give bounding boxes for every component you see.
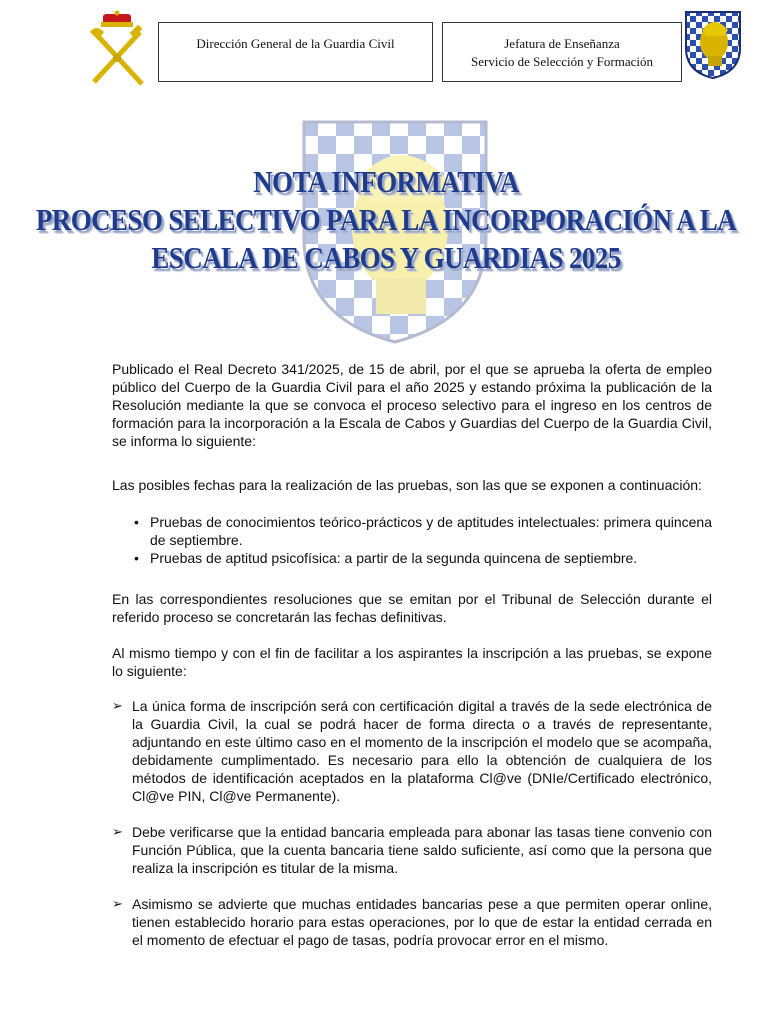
bullet-dot-icon: • bbox=[134, 514, 139, 530]
fechas-text: Las posibles fechas para la realización de las pruebas, son las que se exponen a continuación: bbox=[112, 477, 702, 493]
arrow-bullet-icon: ➢ bbox=[112, 824, 123, 839]
bullet-text: Pruebas de aptitud psicofísica: a partir de la segunda quincena de septiembre. bbox=[150, 550, 638, 566]
title-line-1: NOTA INFORMATIVA bbox=[253, 165, 519, 199]
bullet-dot-icon: • bbox=[134, 550, 139, 566]
paragraph-intro bbox=[112, 360, 712, 450]
arrow-item-text: Asimismo se advierte que muchas entidades bancarias pese a que permiten operar online, tienen establecido horario para estas operaciones, por lo que de estar la entidad cerrada en el momento de efectuar el pago de tasas, podría provocar error en el mismo. bbox=[132, 896, 712, 948]
bullet-list bbox=[112, 513, 712, 567]
checkered-shield-icon bbox=[684, 10, 742, 80]
list-item bbox=[112, 823, 712, 877]
list-item bbox=[112, 513, 712, 549]
paragraph-fechas bbox=[112, 476, 712, 494]
title-line-2: PROCESO SELECTIVO PARA LA INCORPORACIÓN A LA bbox=[35, 203, 737, 237]
list-item bbox=[112, 697, 712, 805]
paragraph-resoluciones bbox=[112, 590, 712, 626]
paragraph-al-mismo-tiempo bbox=[112, 644, 712, 680]
arrow-item-text: Debe verificarse que la entidad bancaria empleada para abonar las tasas tiene convenio con Función Pública, que la cuenta bancaria tiene saldo suficiente, así como que la persona que realiza la inscripción es titular de la misma. bbox=[132, 824, 712, 876]
header-box-direccion bbox=[158, 22, 433, 82]
bullet-text: Pruebas de conocimientos teórico-prácticos y de aptitudes intelectuales: primera quincena de septiembre. bbox=[150, 514, 712, 548]
header-direccion-text: Dirección General de la Guardia Civil bbox=[196, 36, 395, 51]
list-item bbox=[112, 895, 712, 949]
header-box-jefatura bbox=[442, 22, 682, 82]
al-mismo-tiempo-text: Al mismo tiempo y con el fin de facilitar a los aspirantes la inscripción a las pruebas, se expone lo siguiente: bbox=[112, 645, 712, 679]
title-line-3: ESCALA DE CABOS Y GUARDIAS 2025 bbox=[151, 241, 621, 275]
arrow-bullet-icon: ➢ bbox=[112, 896, 123, 911]
header-jefatura-text: Jefatura de Enseñanza bbox=[504, 36, 620, 51]
arrow-list bbox=[112, 697, 712, 967]
list-item bbox=[112, 549, 712, 567]
header-servicio-text: Servicio de Selección y Formación bbox=[471, 54, 653, 69]
resoluciones-text: En las correspondientes resoluciones que se emitan por el Tribunal de Selección durante el referido proceso se concretarán las fechas definitivas. bbox=[112, 591, 712, 625]
arrow-bullet-icon: ➢ bbox=[112, 698, 123, 713]
guardia-civil-emblem-icon bbox=[86, 10, 148, 88]
arrow-item-text: La única forma de inscripción será con certificación digital a través de la sede electrónica de la Guardia Civil, la cual se podrá hacer de forma directa o a través de representante, adjuntando en este último caso en el momento de la inscripción el modelo que se acompaña, debidamente cumplimentado. Es necesario para ello la obtención de cualquiera de los métodos de identificación aceptados en la plataforma Cl@ve (DNIe/Certificado electrónico, Cl@ve PIN, Cl@ve Permanente). bbox=[132, 698, 712, 804]
intro-text: Publicado el Real Decreto 341/2025, de 15 de abril, por el que se aprueba la oferta de empleo público del Cuerpo de la Guardia Civil para el año 2025 y estando próxima la publicación de la Resolución mediante la que se convoca el proceso selectivo para el ingreso en los centros de formación para la incorporación a la Escala de Cabos y Guardias del Cuerpo de la Guardia Civil, se informa lo siguiente: bbox=[112, 361, 712, 449]
